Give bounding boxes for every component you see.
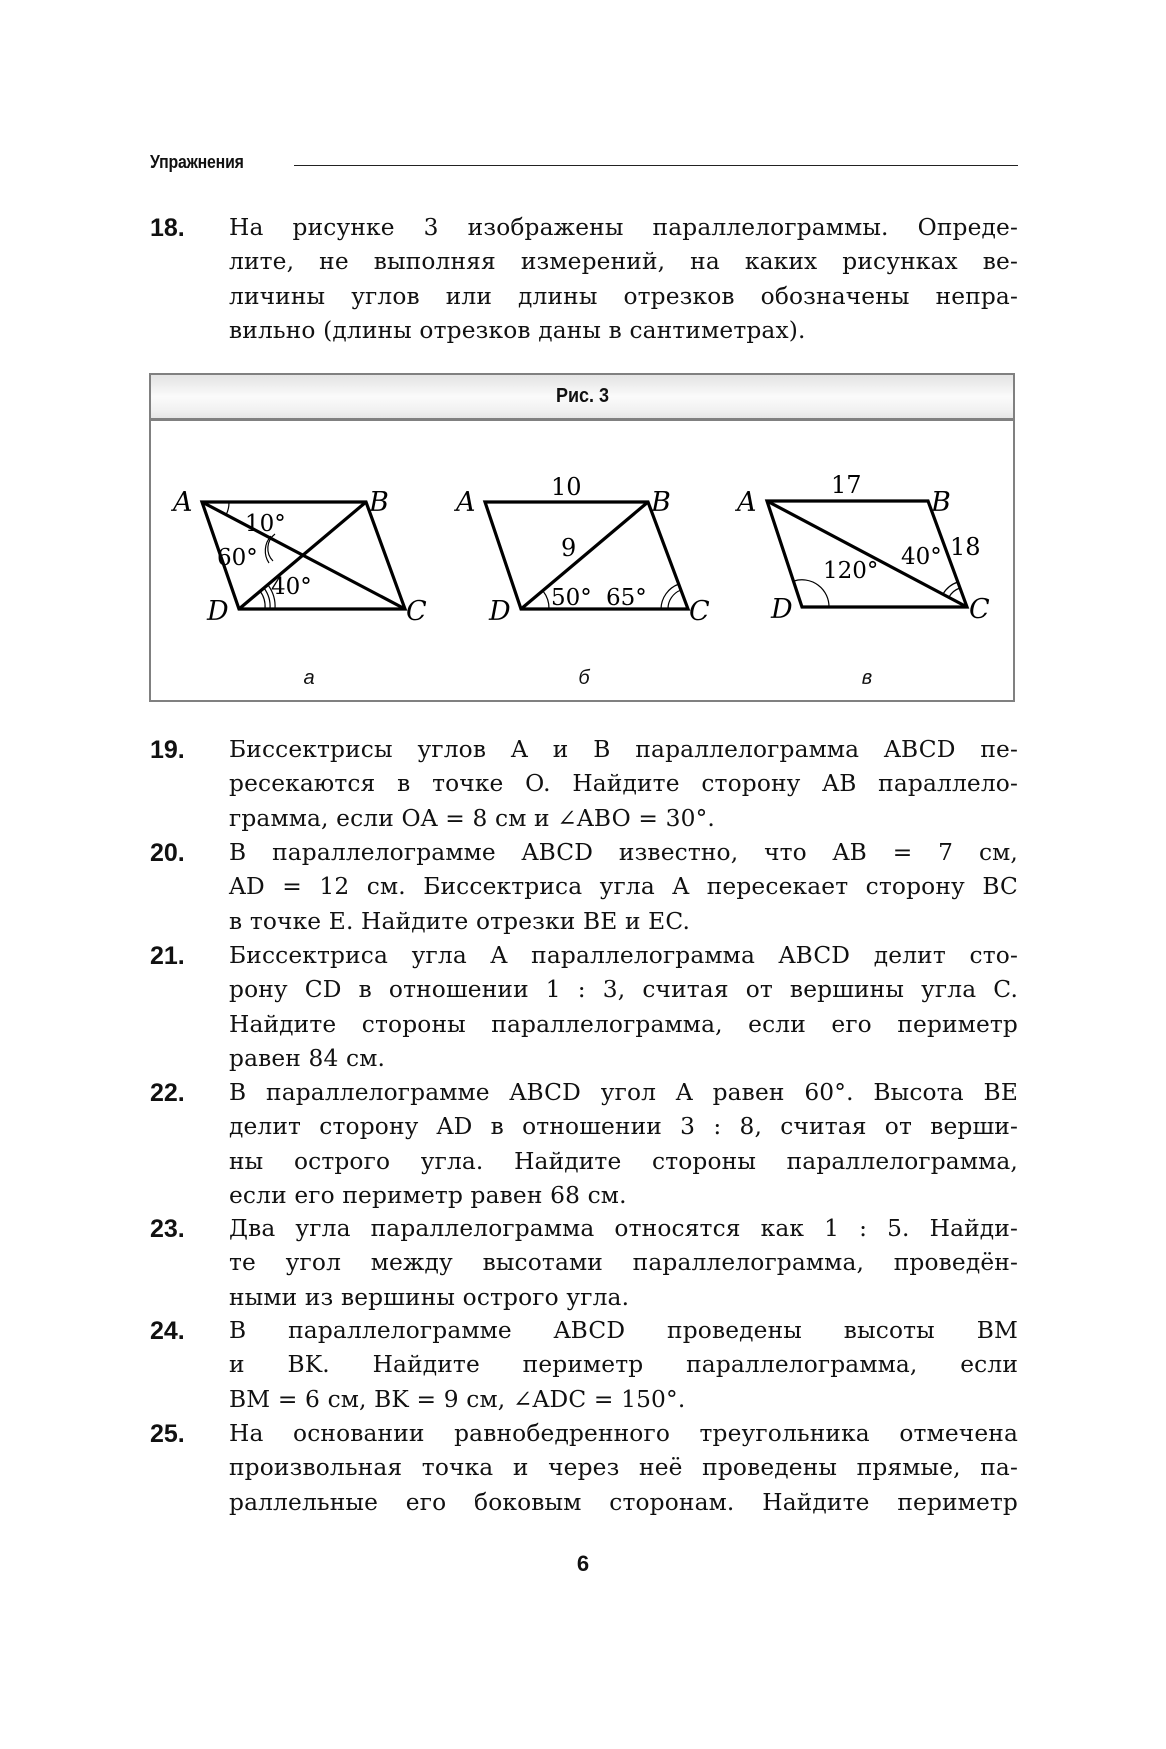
panel-label-a: а	[303, 667, 315, 689]
text-line: делит сторону AD в отношении 3 : 8, считая от верши-	[229, 1113, 1018, 1141]
text-line: ными из вершины острого угла.	[229, 1283, 630, 1311]
vertex-label: A	[737, 487, 757, 518]
problem-number: 21.	[150, 942, 185, 970]
text-line: ны острого угла. Найдите стороны параллелограмма,	[229, 1147, 1018, 1175]
text-line: В параллелограмме ABCD проведены высоты BM	[229, 1317, 1018, 1344]
angle-label: 50°	[551, 585, 592, 611]
length-label: 10	[551, 473, 582, 501]
length-label: 17	[831, 471, 862, 499]
text-line: если его периметр равен 68 см.	[229, 1181, 627, 1209]
figure-caption: Рис. 3	[555, 385, 609, 407]
running-head	[150, 150, 1018, 174]
vertex-label: B	[651, 487, 671, 518]
vertex-label: D	[771, 594, 793, 625]
vertex-label: B	[931, 487, 951, 518]
panel-label-c: в	[861, 667, 873, 689]
vertex-label: C	[969, 594, 990, 625]
problem-text	[229, 939, 1018, 1076]
text-line: BM = 6 см, BK = 9 см, ∠ADC = 150°.	[229, 1385, 686, 1413]
vertex-label: D	[489, 596, 511, 627]
problem-text	[229, 1417, 1018, 1520]
angle-label: 40°	[901, 544, 942, 570]
text-line: личины углов или длины отрезков обозначены непра-	[229, 282, 1018, 310]
parallelogram-diagrams	[151, 375, 1017, 704]
length-label: 18	[950, 533, 981, 561]
text-line: произвольная точка и через неё проведены прямые, па-	[229, 1454, 1018, 1482]
vertex-label: A	[173, 487, 193, 518]
problem-number: 24.	[150, 1317, 185, 1345]
problem-text	[229, 1212, 1018, 1315]
problem-text	[229, 211, 1018, 348]
problem-number: 20.	[150, 839, 185, 867]
text-line: вильно (длины отрезков даны в сантиметрах).	[229, 316, 806, 344]
length-label: 9	[561, 534, 577, 562]
angle-label: 40°	[271, 574, 312, 600]
problem-number: 23.	[150, 1215, 185, 1243]
text-line: Найдите стороны параллелограмма, если его периметр	[229, 1010, 1018, 1038]
text-line: те угол между высотами параллелограмма, проведён-	[229, 1249, 1018, 1277]
angle-label: 60°	[217, 545, 258, 571]
header-rule	[294, 165, 1018, 166]
text-line: В параллелограмме ABCD известно, что AB = 7 см,	[229, 839, 1018, 866]
problem-text	[229, 733, 1018, 836]
problem-number: 22.	[150, 1079, 185, 1107]
text-line: и BK. Найдите периметр параллелограмма, если	[229, 1351, 1018, 1379]
text-line: AD = 12 см. Биссектриса угла A пересекает сторону BC	[229, 873, 1018, 901]
text-line: грамма, если OA = 8 см и ∠ABO = 30°.	[229, 804, 715, 832]
text-line: равен 84 см.	[229, 1044, 386, 1072]
problem-text	[229, 1314, 1018, 1417]
page-number: 6	[576, 1551, 590, 1576]
angle-label: 120°	[823, 558, 879, 584]
text-line: раллельные его боковым сторонам. Найдите периметр	[229, 1488, 1018, 1516]
panel-label-b: б	[578, 667, 590, 689]
figure-3	[149, 373, 1015, 702]
problem-text	[229, 1076, 1018, 1213]
problem-number: 25.	[150, 1420, 185, 1448]
text-line: лите, не выполняя измерений, на каких рисунках ве-	[229, 248, 1018, 276]
text-line: в точке E. Найдите отрезки BE и EC.	[229, 907, 691, 935]
vertex-label: C	[689, 596, 710, 627]
text-line: На основании равнобедренного треугольника отмечена	[229, 1420, 1018, 1447]
text-line: Биссектриса угла A параллелограмма ABCD делит сто-	[229, 942, 1018, 969]
angle-label: 65°	[606, 585, 647, 611]
problem-number: 19.	[150, 736, 185, 764]
text-line: рону CD в отношении 1 : 3, считая от вершины угла C.	[229, 976, 1018, 1004]
text-line: Биссектрисы углов A и B параллелограмма ABCD пе-	[229, 736, 1018, 763]
text-line: На рисунке 3 изображены параллелограммы. Опреде-	[229, 214, 1018, 241]
angle-label: 10°	[245, 511, 286, 537]
text-line: ресекаются в точке O. Найдите сторону AB параллело-	[229, 770, 1018, 798]
text-line: В параллелограмме ABCD угол A равен 60°. Высота BE	[229, 1079, 1018, 1106]
vertex-label: C	[406, 596, 427, 627]
vertex-label: D	[207, 596, 229, 627]
vertex-label: A	[456, 487, 476, 518]
text-line: Два угла параллелограмма относятся как 1 : 5. Найди-	[229, 1215, 1018, 1242]
vertex-label: B	[369, 487, 389, 518]
problem-text	[229, 836, 1018, 939]
problem-number: 18.	[150, 214, 185, 242]
section-title: Упражнения	[150, 151, 244, 172]
